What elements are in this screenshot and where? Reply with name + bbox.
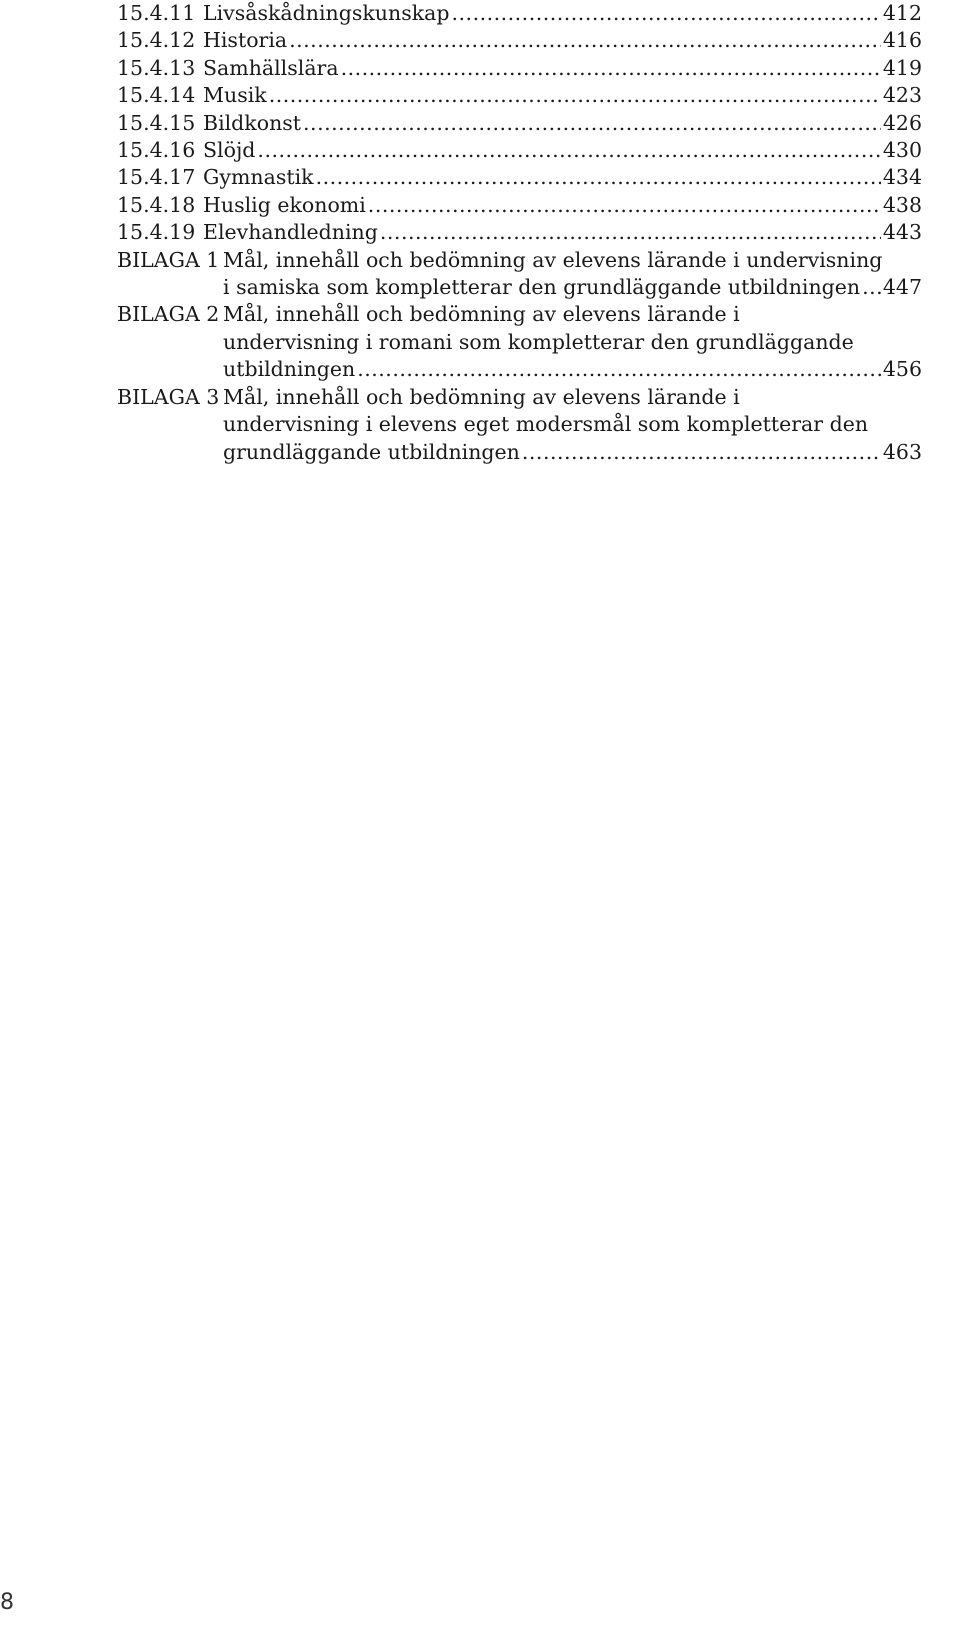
dot-leader [316,164,881,191]
toc-entry[interactable] [117,0,922,27]
section-title: Slöjd [203,138,256,163]
appendix-title-line: undervisning i romani som kompletterar den grundläggande [223,329,854,354]
section-number: 15.4.14 [117,83,196,108]
page-reference: 426 [882,110,922,135]
appendix-title-line: undervisning i elevens eget modersmål som kompletterar den [223,412,869,437]
section-number: 15.4.17 [117,165,196,190]
appendix-title-line: i samiska som kompletterar den grundläggande utbildningen [223,275,861,300]
appendix-title-line: Mål, innehåll och bedömning av elevens lärande i undervisning [223,247,883,272]
appendix-label: BILAGA 3 [117,384,220,409]
dot-leader [289,27,881,54]
dot-leader [522,439,881,466]
dot-leader [269,82,881,109]
toc-entry[interactable] [117,55,922,82]
appendix-label: BILAGA 2 [117,302,220,327]
page-reference: 430 [882,138,922,163]
dot-leader [862,274,881,301]
page-reference: 434 [882,165,922,190]
section-title: Samhällslära [203,55,339,80]
table-of-contents [117,0,922,466]
page-reference: 416 [882,28,922,53]
toc-entry[interactable] [117,192,922,219]
section-title: Huslig ekonomi [203,192,366,217]
toc-entry[interactable] [117,137,922,164]
page-reference: 412 [882,1,922,25]
dot-leader [380,219,881,246]
appendix-title-line: Mål, innehåll och bedömning av elevens lärande i [223,302,740,327]
toc-entry[interactable] [117,82,922,109]
dot-leader [357,356,881,383]
page-reference: 443 [882,220,922,245]
toc-appendix-entry[interactable] [117,301,922,383]
section-number: 15.4.11 [117,1,196,25]
appendix-title-line: Mål, innehåll och bedömning av elevens lärande i [223,384,740,409]
section-title: Gymnastik [203,165,314,190]
page-number: 8 [0,1590,14,1615]
appendix-title-line: utbildningen [223,357,356,382]
section-title: Musik [203,83,267,108]
appendix-title-line: grundläggande utbildningen [223,439,520,464]
section-title: Livsåskådningskunskap [203,1,450,25]
page-reference: 456 [882,357,922,382]
page-reference: 438 [882,192,922,217]
section-title: Historia [203,28,288,53]
dot-leader [303,110,881,137]
toc-entry[interactable] [117,27,922,54]
toc-entry[interactable] [117,110,922,137]
dot-leader [452,0,881,27]
section-title: Bildkonst [203,110,302,135]
appendix-label: BILAGA 1 [117,247,220,272]
section-number: 15.4.15 [117,110,196,135]
toc-entry[interactable] [117,164,922,191]
toc-appendix-entry[interactable] [117,384,922,466]
section-title: Elevhandledning [203,220,378,245]
section-number: 15.4.13 [117,55,196,80]
page-reference: 419 [882,55,922,80]
dot-leader [257,137,880,164]
section-number: 15.4.18 [117,192,196,217]
toc-appendix-entry[interactable] [117,247,922,302]
section-number: 15.4.19 [117,220,196,245]
page-reference: 447 [882,275,922,300]
page-reference: 463 [882,439,922,464]
section-number: 15.4.12 [117,28,196,53]
section-number: 15.4.16 [117,138,196,163]
dot-leader [368,192,881,219]
page-reference: 423 [882,83,922,108]
toc-entry[interactable] [117,219,922,246]
dot-leader [341,55,881,82]
